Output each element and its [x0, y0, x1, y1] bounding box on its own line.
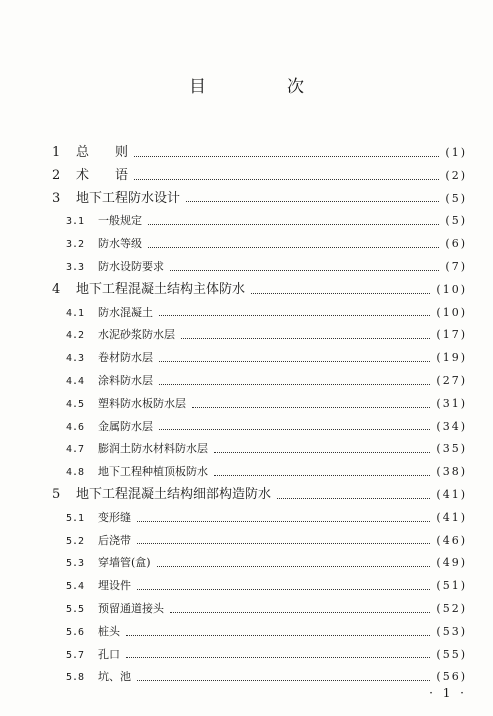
toc-entry-number: 4.1: [66, 307, 85, 319]
toc-entry-page: (51): [436, 579, 467, 593]
toc-entry-number: 5.2: [66, 535, 85, 547]
toc-entry-title: 术 语: [76, 167, 129, 183]
toc-entry[interactable]: [52, 370, 467, 393]
toc-entry[interactable]: [52, 165, 467, 188]
toc-entry[interactable]: [52, 416, 467, 439]
toc-entry[interactable]: [52, 644, 467, 667]
toc-entry-title: 塑料防水板防水层: [98, 396, 186, 410]
dot-leader: [192, 407, 430, 408]
toc-entry-page: (41): [436, 487, 467, 501]
dot-leader: [159, 429, 430, 430]
toc-entry-number: 4.4: [66, 375, 85, 387]
toc-entry-number: 4: [52, 281, 61, 297]
toc-entry-title: 后浇带: [98, 533, 131, 547]
toc-entry-title: 孔口: [98, 647, 120, 661]
page-title: 目 次: [189, 77, 336, 97]
toc-entry[interactable]: [52, 210, 467, 233]
toc-entry-page: (34): [436, 419, 467, 433]
dot-leader: [277, 498, 430, 499]
dot-leader: [170, 270, 439, 271]
toc-entry-number: 5.6: [66, 626, 85, 638]
toc-entry-number: 5.4: [66, 581, 85, 593]
toc-entry[interactable]: [52, 484, 467, 507]
dot-leader: [214, 475, 430, 476]
dot-leader: [134, 179, 439, 180]
toc-entry[interactable]: [52, 142, 467, 165]
toc-entry-page: (35): [436, 442, 467, 456]
toc-entry-page: (7): [445, 259, 467, 273]
toc-entry-title: 卷材防水层: [98, 351, 153, 365]
dot-leader: [137, 543, 430, 544]
toc-entry-page: (17): [436, 328, 467, 342]
toc-entry-title: 坑、池: [98, 670, 131, 684]
toc-entry-page: (53): [436, 624, 467, 638]
dot-leader: [134, 156, 439, 157]
toc-entry-title: 水泥砂浆防水层: [98, 328, 175, 342]
toc-entry[interactable]: [52, 188, 467, 211]
toc-entry-title: 桩头: [98, 624, 120, 638]
toc-entry[interactable]: [52, 621, 467, 644]
dot-leader: [159, 315, 430, 316]
toc-entry-title: 涂料防水层: [98, 373, 153, 387]
toc-entry-number: 1: [52, 145, 61, 160]
toc-entry[interactable]: [52, 507, 467, 530]
toc-entry-page: (41): [436, 510, 467, 524]
toc-entry-page: (31): [436, 396, 467, 410]
toc-entry-number: 5.5: [66, 603, 85, 615]
toc-entry-number: 3.2: [66, 239, 85, 251]
toc-entry-number: 3.1: [66, 216, 85, 228]
toc-entry-title: 总 则: [76, 145, 129, 160]
dot-leader: [157, 566, 431, 567]
toc-entry-number: 2: [52, 167, 61, 183]
toc-entry-title: 地下工程防水设计: [76, 190, 181, 206]
toc-entry-page: (1): [445, 146, 467, 159]
toc-entry-number: 5.1: [66, 512, 85, 524]
toc-entry[interactable]: [52, 666, 467, 689]
toc-entry-number: 5.3: [66, 558, 85, 570]
toc-entry-number: 4.2: [66, 330, 85, 342]
toc-entry-number: 4.8: [66, 467, 85, 479]
toc-entry-page: (52): [436, 601, 467, 615]
toc-entry[interactable]: [52, 461, 467, 484]
dot-leader: [251, 293, 430, 294]
dot-leader: [159, 361, 430, 362]
toc-entry[interactable]: [52, 598, 467, 621]
toc-entry-number: 4.6: [66, 421, 85, 433]
toc-entry-page: (10): [436, 282, 467, 296]
toc-entry[interactable]: [52, 256, 467, 279]
dot-leader: [148, 224, 439, 225]
toc-entry[interactable]: [52, 279, 467, 302]
dot-leader: [126, 657, 430, 658]
toc-entry-title: 地下工程混凝土结构细部构造防水: [76, 486, 272, 502]
toc-entry-title: 埋设件: [98, 579, 131, 593]
toc-entry-number: 4.3: [66, 353, 85, 365]
toc-entry-title: 防水等级: [98, 237, 142, 251]
toc-entry-title: 地下工程种植顶板防水: [98, 465, 208, 479]
toc-entry-page: (38): [436, 465, 467, 479]
dot-leader: [159, 384, 430, 385]
toc-entry-title: 防水设防要求: [98, 259, 164, 273]
toc-entry[interactable]: [52, 302, 467, 325]
toc-entry-title: 地下工程混凝土结构主体防水: [76, 281, 246, 297]
toc-entry-number: 5: [52, 486, 61, 502]
toc-entry-number: 5.7: [66, 649, 85, 661]
toc-entry-number: 4.5: [66, 398, 85, 410]
toc-entry-page: (27): [436, 373, 467, 387]
dot-leader: [137, 521, 430, 522]
toc-entry-title: 穿墙管(盒): [98, 556, 151, 570]
toc-entry-page: (49): [436, 556, 467, 570]
toc-entry-title: 一般规定: [98, 214, 142, 228]
dot-leader: [170, 612, 430, 613]
toc-entry[interactable]: [52, 530, 467, 553]
table-of-contents: [52, 142, 467, 689]
toc-entry-title: 膨润土防水材料防水层: [98, 442, 208, 456]
toc-entry-number: 3.3: [66, 261, 85, 273]
page-number: · 1 ·: [429, 686, 467, 700]
toc-entry-page: (19): [436, 351, 467, 365]
toc-entry-title: 防水混凝土: [98, 305, 153, 319]
dot-leader: [137, 680, 430, 681]
dot-leader: [186, 201, 439, 202]
toc-entry[interactable]: [52, 575, 467, 598]
dot-leader: [148, 247, 439, 248]
toc-entry-page: (56): [436, 670, 467, 684]
toc-entry-page: (2): [445, 168, 467, 182]
toc-entry-page: (5): [445, 214, 467, 228]
toc-entry[interactable]: [52, 438, 467, 461]
toc-entry-number: 5.8: [66, 672, 85, 684]
toc-entry-number: 4.7: [66, 444, 85, 456]
toc-entry-page: (46): [436, 533, 467, 547]
toc-entry[interactable]: [52, 324, 467, 347]
toc-entry-page: (55): [436, 647, 467, 661]
toc-entry-page: (5): [445, 191, 467, 205]
toc-entry[interactable]: [52, 233, 467, 256]
toc-entry-title: 预留通道接头: [98, 601, 164, 615]
toc-entry-title: 变形缝: [98, 510, 131, 524]
dot-leader: [181, 338, 430, 339]
toc-entry-title: 金属防水层: [98, 419, 153, 433]
toc-entry-number: 3: [52, 190, 61, 206]
dot-leader: [126, 635, 430, 636]
toc-entry[interactable]: [52, 552, 467, 575]
toc-entry-page: (10): [436, 305, 467, 319]
toc-entry[interactable]: [52, 393, 467, 416]
toc-entry-page: (6): [445, 237, 467, 251]
dot-leader: [214, 452, 430, 453]
dot-leader: [137, 589, 430, 590]
toc-entry[interactable]: [52, 347, 467, 370]
